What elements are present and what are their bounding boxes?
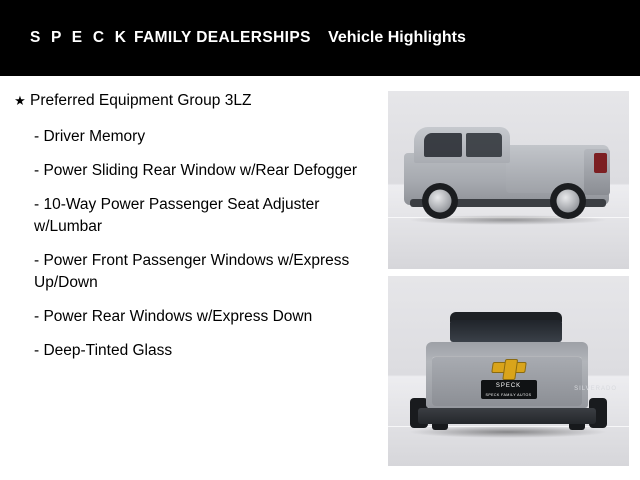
chevrolet-bowtie-icon <box>491 362 527 373</box>
header-bar <box>0 0 640 76</box>
truck-illustration-rear <box>388 276 629 466</box>
list-item: - Deep-Tinted Glass <box>34 342 173 359</box>
list-item: - 10-Way Power Passenger Seat Adjuster w/Lumbar <box>34 196 320 235</box>
brand-name-spaced: S P E C K <box>30 29 130 46</box>
page-title: Vehicle Highlights <box>328 29 466 46</box>
feature-main-label: Preferred Equipment Group 3LZ <box>30 92 252 109</box>
list-item: - Power Front Passenger Windows w/Express Up/Down <box>34 252 350 291</box>
slide-content <box>0 76 640 480</box>
star-icon: ★ <box>14 93 26 108</box>
list-item: - Power Rear Windows w/Express Down <box>34 308 313 325</box>
brand-name-rest: FAMILY DEALERSHIPS <box>133 29 311 46</box>
vehicle-photo-top <box>388 91 629 269</box>
feature-list <box>10 88 378 362</box>
dealership-brand <box>30 29 311 47</box>
license-plate <box>481 380 537 399</box>
plate-line-1: SPECK <box>495 383 522 389</box>
tailgate-badge: SILVERADO <box>574 386 617 392</box>
list-item: - Power Sliding Rear Window w/Rear Defogger <box>34 162 358 179</box>
vehicle-photo-bottom <box>388 276 629 466</box>
feature-main-row <box>10 88 378 114</box>
truck-illustration-rear-quarter <box>388 91 629 269</box>
list-item: - Driver Memory <box>34 128 146 145</box>
plate-line-2: SPECK FAMILY AUTOS <box>485 393 532 397</box>
